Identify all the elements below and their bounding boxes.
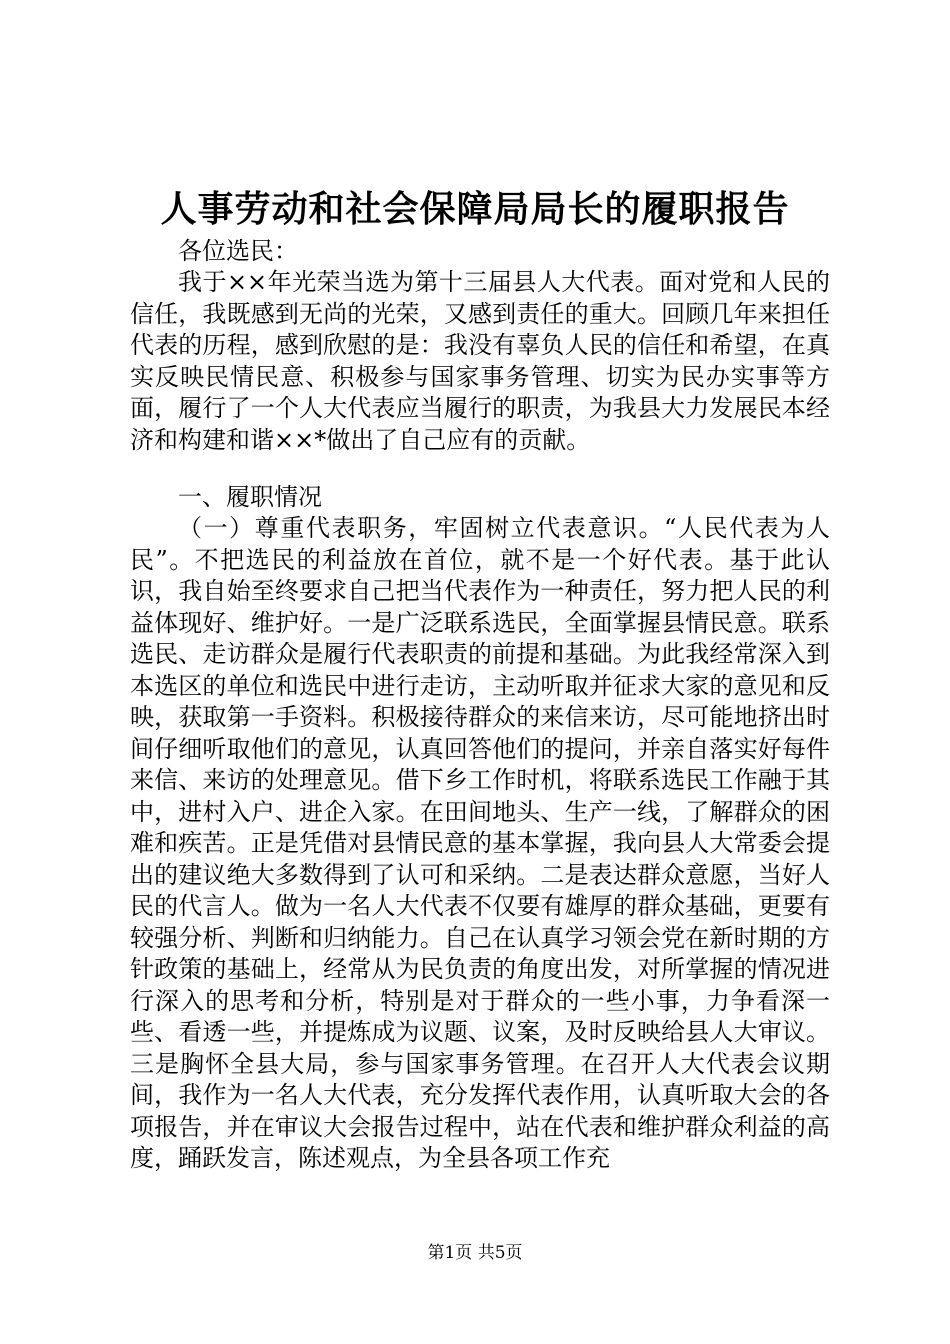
intro-paragraph: 我于××年光荣当选为第十三届县人大代表。面对党和人民的信任，我既感到无尚的光荣，又感到责任的重大。回顾几年来担任代表的历程，感到欣慰的是：我没有辜负人民的信任和希望，在真实反映民情民意、积极参与国家事务管理、切实为民办实事等方面，履行了一个人大代表应当履行的职责，为我县大力发展民本经济和构建和谐××*做出了自己应有的贡献。: [130, 268, 830, 454]
page-number-footer: 第1页 共5页: [427, 1243, 523, 1263]
section-paragraph: （一）尊重代表职务，牢固树立代表意识。“人民代表为人民”。不把选民的利益放在首位，就不是一个好代表。基于此认识，我自始至终要求自己把当代表作为一种责任，努力把人民的利益体现好、维护好。一是广泛联系选民，全面掌握县情民意。联系选民、走访群众是履行代表职责的前提和基础。为此我经常深入到本选区的单位和选民中进行走访，主动听取并征求大家的意见和反映，获取第一手资料。积极接待群众的来信来访，尽可能地挤出时间仔细听取他们的意见，认真回答他们的提问，并亲自落实好每件来信、来访的处理意见。借下乡工作时机，将联系选民工作融于其中，进村入户、进企入家。在田间地头、生产一线，了解群众的困难和疾苦。正是凭借对县情民意的基本掌握，我向县人大常委会提出的建议绝大多数得到了认可和采纳。二是表达群众意愿，当好人民的代言人。做为一名人大代表不仅要有雄厚的群众基础，更要有较强分析、判断和归纳能力。自己在认真学习领会党在新时期的方针政策的基础上，经常从为民负责的角度出发，对所掌握的情况进行深入的思考和分析，特别是对于群众的一些小事，力争看深一些、看透一些，并提炼成为议题、议案，及时反映给县人大审议。三是胸怀全县大局，参与国家事务管理。在召开人大代表会议期间，我作为一名人大代表，充分发挥代表作用，认真听取大会的各项报告，并在审议大会报告过程中，站在代表和维护群众利益的高度，踊跃发言，陈述观点，为全县各项工作充: [130, 514, 830, 1172]
salutation: 各位选民：: [178, 237, 298, 265]
document-title: 人事劳动和社会保障局局长的履职报告: [160, 188, 790, 230]
section-heading: 一、履职情况: [178, 483, 322, 511]
